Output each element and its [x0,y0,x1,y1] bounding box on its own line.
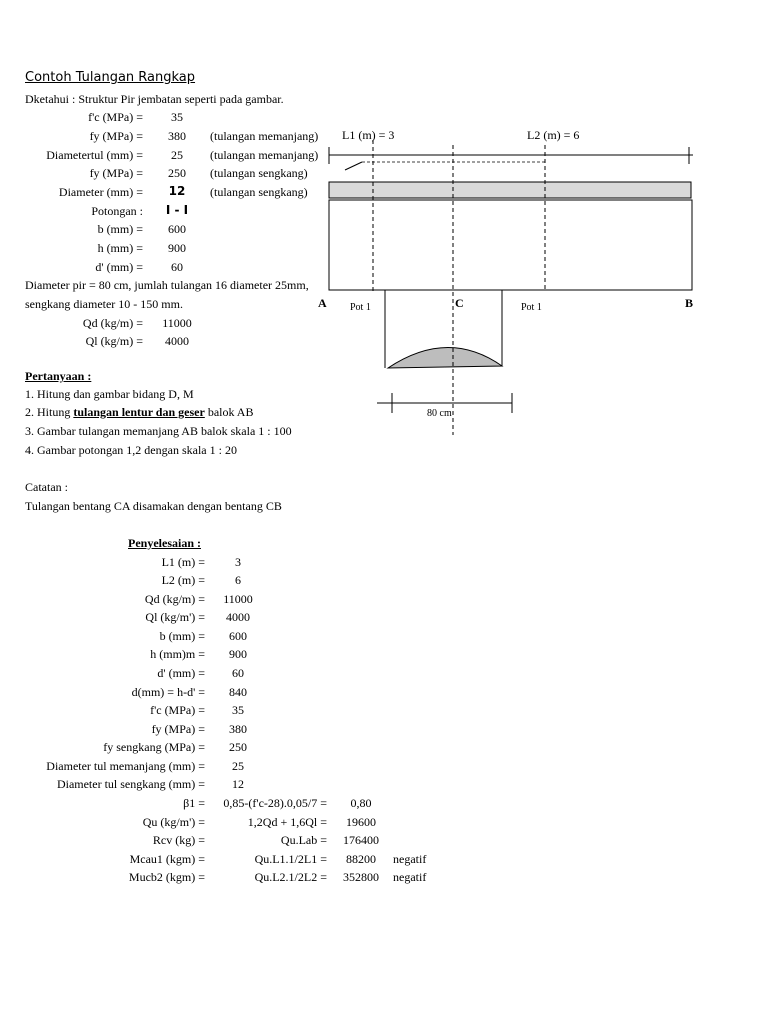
deck-slab [329,182,691,198]
solution-value: 12 [232,777,244,791]
calc-note: negatif [393,852,427,866]
solution-label: fy (MPa) = [151,722,205,736]
cap-beam [329,200,692,290]
calc-formula: 1,2Qd + 1,6Ql = [247,815,327,829]
solution-label: b (mm) = [159,629,205,643]
solution-label: fy sengkang (MPa) = [103,740,205,754]
solution-label: Ql (kg/m') = [145,610,205,624]
calc-label: Qu (kg/m') = [142,815,205,829]
given-note: (tulangan sengkang) [210,185,308,199]
desc-line-2: sengkang diameter 10 - 150 mm. [25,297,183,311]
label-pot1: Pot 1 [521,302,542,313]
calc-formula: Qu.Lab = [280,833,327,847]
solution-label: h (mm)m = [150,647,205,661]
calc-label: Mcau1 (kgm) = [129,852,205,866]
label-l1: L1 (m) = 3 [342,128,395,142]
solution-value: 11000 [223,592,253,606]
question-2-pre: 2. Hitung [25,405,74,419]
solution-label: Diameter tul sengkang (mm) = [56,777,205,791]
column-base [388,347,502,368]
calc-label: Rcv (kg) = [152,833,205,847]
questions-title: Pertanyaan : [25,369,92,383]
label-c: C [455,296,464,310]
solution-label: d(mm) = h-d' = [131,685,205,699]
given-label: f'c (MPa) = [88,110,143,124]
solution-value: 6 [235,573,241,587]
load-label: Qd (kg/m) = [82,316,143,330]
given-label: Diameter (mm) = [58,185,143,199]
calc-value: 19600 [346,815,376,829]
calc-formula: 0,85-(f'c-28).0,05/7 = [223,796,327,810]
solution-label: L1 (m) = [161,555,205,569]
question-3: 3. Gambar tulangan memanjang AB balok skala 1 : 100 [25,424,292,438]
solution-value: 900 [229,647,247,661]
calc-value: 0,80 [350,796,372,810]
note-title: Catatan : [25,480,68,494]
calc-label: β1 = [183,796,205,810]
question-2 [25,405,253,419]
given-value: 380 [168,129,186,143]
load-label: Ql (kg/m) = [85,334,143,348]
given-value: I - I [165,203,189,217]
load-value: 4000 [165,334,189,348]
solution-value: 3 [235,555,241,569]
given-value: 12 [168,184,186,198]
calc-value: 176400 [343,833,379,847]
label-a: A [318,296,327,310]
label-pot1: Pot 1 [350,302,371,313]
given-note: (tulangan sengkang) [210,166,308,180]
given-label: fy (MPa) = [89,166,143,180]
solution-value: 4000 [226,610,250,624]
solution-label: Diameter tul memanjang (mm) = [46,759,205,773]
solution-label: f'c (MPa) = [150,703,205,717]
given-value: 60 [171,260,183,274]
calc-note: negatif [393,870,427,884]
calc-formula: Qu.L1.1/2L1 = [254,852,327,866]
given-value: 250 [168,166,186,180]
given-label: h (mm) = [97,241,143,255]
question-2-bold: tulangan lentur dan geser [73,405,205,419]
given-note: (tulangan memanjang) [210,148,319,162]
question-2-post: balok AB [204,405,254,419]
given-value: 35 [171,110,183,124]
solution-value: 600 [229,629,247,643]
solution-value: 380 [229,722,247,736]
solution-value: 25 [232,759,244,773]
calc-formula: Qu.L2.1/2L2 = [254,870,327,884]
label-l2: L2 (m) = 6 [527,128,580,142]
given-label: Diametertul (mm) = [46,148,143,162]
solution-value: 250 [229,740,247,754]
solution-label: L2 (m) = [161,573,205,587]
question-1: 1. Hitung dan gambar bidang D, M [25,387,194,401]
given-label: d' (mm) = [95,260,143,274]
calc-value: 352800 [343,870,379,884]
solution-value: 60 [232,666,244,680]
solution-value: 840 [229,685,247,699]
given-value: 900 [168,241,186,255]
given-value: 600 [168,222,186,236]
desc-line-1: Diameter pir = 80 cm, jumlah tulangan 16 diameter 25mm, [25,278,309,292]
solution-label: d' (mm) = [157,666,205,680]
question-4: 4. Gambar potongan 1,2 dengan skala 1 : 20 [25,443,237,457]
solution-label: Qd (kg/m) = [144,592,205,606]
calc-label: Mucb2 (kgm) = [128,870,205,884]
calc-value: 88200 [346,852,376,866]
given-label: fy (MPa) = [89,129,143,143]
intro-text: Dketahui : Struktur Pir jembatan seperti pada gambar. [25,92,284,106]
leader-line [345,162,362,170]
note-text: Tulangan bentang CA disamakan dengan bentang CB [25,499,282,513]
solution-value: 35 [232,703,244,717]
page-title: Contoh Tulangan Rangkap [25,70,196,85]
load-value: 11000 [162,316,192,330]
given-label: Potongan : [91,204,143,218]
given-label: b (mm) = [97,222,143,236]
label-b: B [685,296,694,310]
solution-title: Penyelesaian : [128,536,201,550]
given-note: (tulangan memanjang) [210,129,319,143]
given-value: 25 [171,148,183,162]
label-dim: 80 cm [427,408,452,419]
